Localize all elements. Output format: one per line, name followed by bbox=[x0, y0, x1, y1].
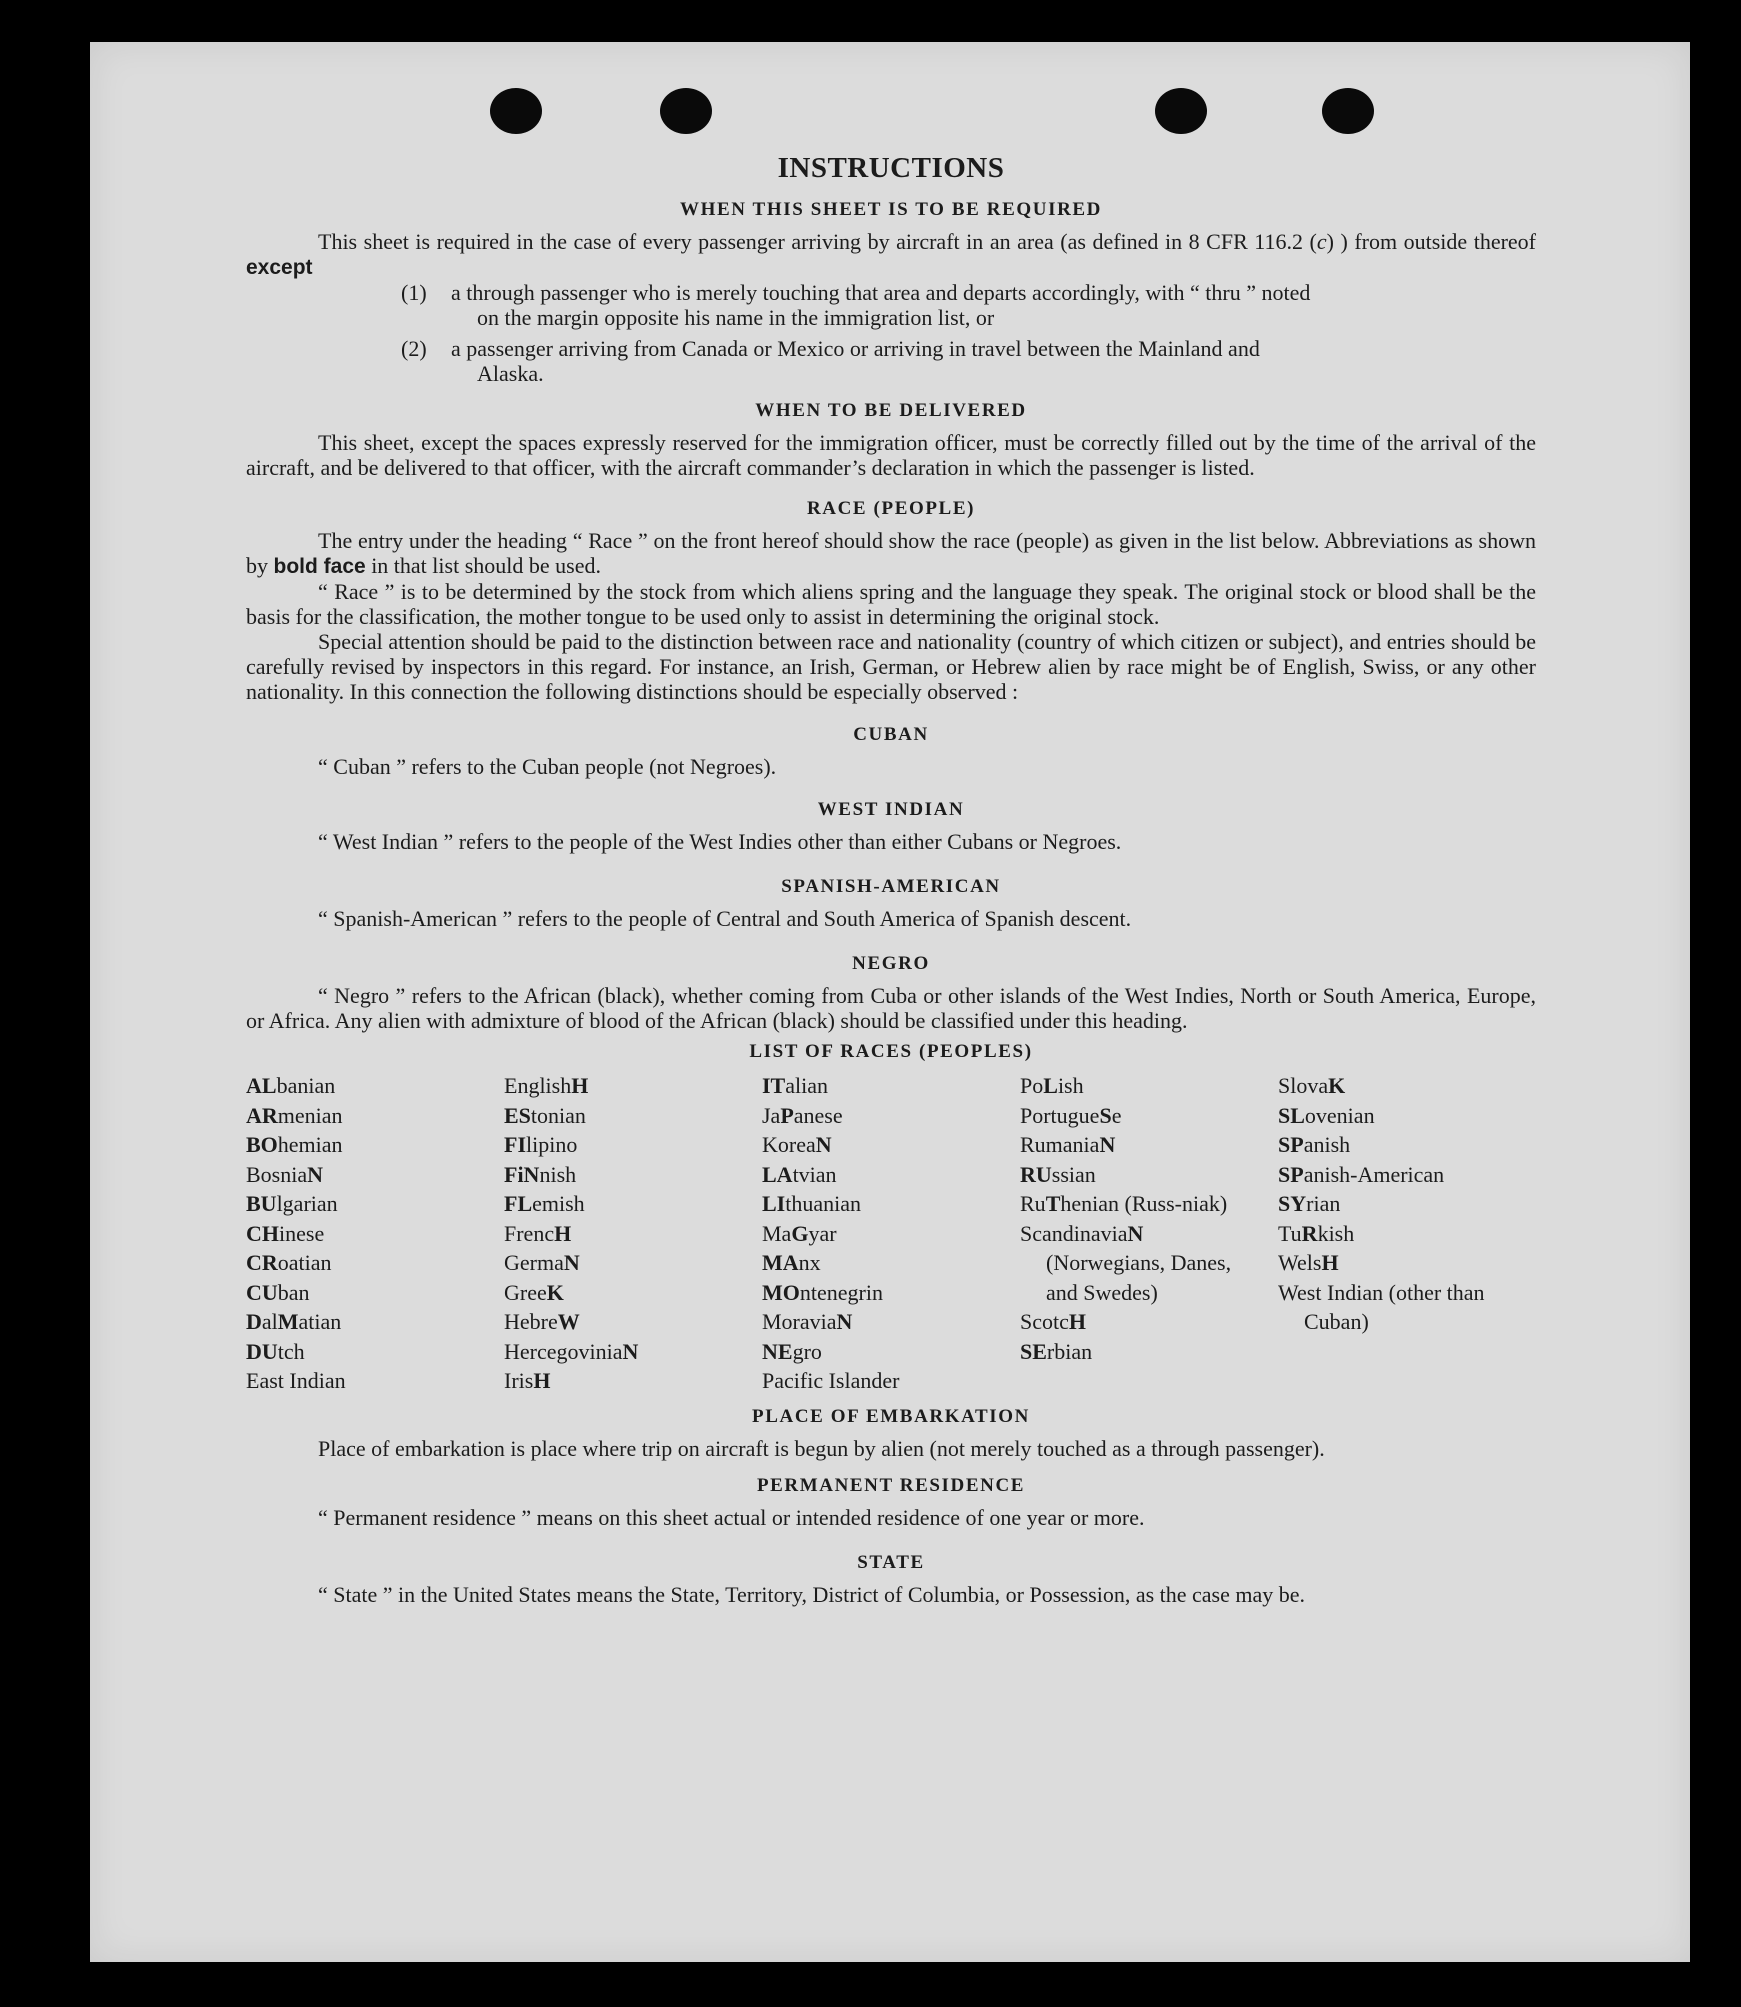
cuban-text: “ Cuban ” refers to the Cuban people (not Negroes). bbox=[318, 754, 777, 779]
page-title: INSTRUCTIONS bbox=[777, 152, 1005, 184]
residence-text: “ Permanent residence ” means on this sheet actual or intended residence of one year or more. bbox=[318, 1504, 1145, 1530]
race-entry: SErbian bbox=[1020, 1338, 1093, 1364]
race-entry: EnglishH bbox=[504, 1073, 589, 1098]
race-entry: DalMatian bbox=[246, 1309, 342, 1334]
race-entry: MaGyar bbox=[762, 1220, 837, 1246]
race-entry: KoreaN bbox=[762, 1132, 832, 1157]
race-entry: LIthuanian bbox=[762, 1191, 862, 1216]
race-entry: JaPanese bbox=[762, 1102, 843, 1128]
section-heading-west-indian: WEST INDIAN bbox=[817, 799, 965, 820]
section-heading-state: STATE bbox=[857, 1551, 925, 1573]
section-heading-residence: PERMANENT RESIDENCE bbox=[756, 1474, 1026, 1496]
race-entry: FiNnish bbox=[504, 1161, 577, 1187]
race-entry: HercegoviniaN bbox=[504, 1338, 639, 1364]
races-column bbox=[504, 1071, 762, 1396]
west-indian-text: “ West Indian ” refers to the people of the West Indies other than either Cubans or Negroes. bbox=[318, 829, 1122, 854]
race-entry: SPanish bbox=[1278, 1132, 1351, 1157]
race-entry: LAtvian bbox=[762, 1161, 837, 1187]
race-entry: PoLish bbox=[1020, 1073, 1084, 1098]
race-entry: West Indian (other than Cuban) bbox=[1278, 1279, 1485, 1334]
race-entry: ARmenian bbox=[246, 1102, 343, 1128]
race-paragraph-1: The entry under the heading “ Race ” on the front hereof should show the race (people) as given in the list below. Abbreviations as shown by bold face in that list should be used. bbox=[246, 528, 1536, 578]
race-entry: CRoatian bbox=[246, 1250, 332, 1275]
race-entry: CUban bbox=[246, 1279, 310, 1305]
race-entry: BUlgarian bbox=[246, 1191, 338, 1216]
section-heading-races-list: LIST OF RACES (PEOPLES) bbox=[749, 1041, 1033, 1062]
punch-hole bbox=[660, 88, 712, 134]
embarkation-text: Place of embarkation is place where trip on aircraft is begun by alien (not merely touched as a through passenger). bbox=[318, 1435, 1325, 1461]
race-entry: ALbanian bbox=[246, 1073, 336, 1098]
negro-text: “ Negro ” refers to the African (black), whether coming from Cuba or other islands of the West Indies, North or South America, Europe, or Africa. Any alien with admixture of blood of the African (black) should be classified under this heading. bbox=[246, 983, 1536, 1033]
race-entry: PortugueSe bbox=[1020, 1102, 1122, 1128]
race-entry: WelsH bbox=[1278, 1250, 1339, 1275]
race-entry: GermaN bbox=[504, 1250, 580, 1275]
race-paragraph-2: “ Race ” is to be determined by the stock from which aliens spring and the language they speak. The original stock or blood shall be the basis for the classification, the mother tongue to be used only to assist in determining the original stock. bbox=[246, 579, 1536, 629]
race-entry: CHinese bbox=[246, 1220, 325, 1246]
races-column bbox=[1020, 1071, 1278, 1396]
section-heading-delivered: WHEN TO BE DELIVERED bbox=[755, 400, 1027, 421]
race-entry: HebreW bbox=[504, 1309, 580, 1334]
section-heading-required: WHEN THIS SHEET IS TO BE REQUIRED bbox=[679, 199, 1103, 220]
punch-hole bbox=[490, 88, 542, 134]
race-entry: RUssian bbox=[1020, 1161, 1096, 1187]
section-heading-cuban: CUBAN bbox=[853, 724, 929, 745]
race-entry: ScotcH bbox=[1020, 1309, 1087, 1334]
race-entry: MOntenegrin bbox=[762, 1279, 883, 1305]
section-heading-embarkation: PLACE OF EMBARKATION bbox=[752, 1405, 1030, 1427]
race-entry: BOhemian bbox=[246, 1132, 343, 1157]
races-column bbox=[762, 1071, 1020, 1396]
race-entry: EStonian bbox=[504, 1102, 586, 1128]
race-entry: GreeK bbox=[504, 1279, 564, 1305]
punch-hole bbox=[1155, 88, 1207, 134]
race-entry: MAnx bbox=[762, 1250, 821, 1275]
race-entry: SlovaK bbox=[1278, 1073, 1346, 1098]
race-entry: IrisH bbox=[504, 1368, 551, 1393]
required-item-2: (2) a passenger arriving from Canada or Mexico or arriving in travel between the Mainland and Alaska. bbox=[401, 336, 1260, 386]
spanish-american-text: “ Spanish-American ” refers to the people of Central and South America of Spanish descent. bbox=[318, 906, 1132, 931]
race-entry: FrencH bbox=[504, 1220, 572, 1246]
races-column bbox=[246, 1071, 504, 1396]
section-heading-negro: NEGRO bbox=[852, 953, 930, 974]
race-entry: MoraviaN bbox=[762, 1309, 853, 1334]
document-page bbox=[90, 42, 1690, 1962]
race-entry: BosniaN bbox=[246, 1161, 324, 1187]
race-entry: SLovenian bbox=[1278, 1102, 1375, 1128]
race-entry: NEgro bbox=[762, 1338, 822, 1364]
race-entry: TuRkish bbox=[1278, 1220, 1355, 1246]
race-entry: ITalian bbox=[762, 1073, 829, 1098]
race-entry: FLemish bbox=[504, 1191, 585, 1216]
punch-hole bbox=[1322, 88, 1374, 134]
state-text: “ State ” in the United States means the State, Territory, District of Columbia, or Possession, as the case may be. bbox=[318, 1581, 1306, 1607]
race-entry: SPanish-American bbox=[1278, 1161, 1445, 1187]
race-entry: East Indian bbox=[246, 1368, 346, 1393]
section-heading-race: RACE (PEOPLE) bbox=[806, 498, 976, 519]
race-entry: DUtch bbox=[246, 1338, 305, 1364]
race-paragraph-3: Special attention should be paid to the distinction between race and nationality (country of which citizen or subject), and entries should be carefully revised by inspectors in this regard. For instance, an Irish, German, or Hebrew alien by race might be of English, Swiss, or any other nationality. In this connection the following distinctions should be especially observed : bbox=[246, 629, 1536, 704]
section-heading-spanish-american: SPANISH-AMERICAN bbox=[781, 876, 1001, 897]
race-entry: ScandinaviaN (Norwegians, Danes, and Swedes) bbox=[1020, 1220, 1232, 1305]
required-item-1: (1) a through passenger who is merely touching that area and departs accordingly, with “ thru ” noted on the margin opposite his name in the immigration list, or bbox=[401, 280, 1311, 330]
instructions-content bbox=[246, 152, 1536, 1607]
race-entry: RumaniaN bbox=[1020, 1132, 1116, 1157]
delivered-text: This sheet, except the spaces expressly reserved for the immigration officer, must be correctly filled out by the time of the arrival of the aircraft, and be delivered to that officer, with the aircraft commander’s declaration in which the passenger is listed. bbox=[246, 430, 1536, 480]
races-list bbox=[246, 1071, 1536, 1396]
races-column bbox=[1278, 1071, 1536, 1396]
required-intro: This sheet is required in the case of every passenger arriving by aircraft in an area (as defined in 8 CFR 116.2 (c) ) from outside thereof except bbox=[246, 229, 1537, 279]
race-entry: RuThenian (Russ-niak) bbox=[1020, 1191, 1228, 1216]
race-entry: SYrian bbox=[1278, 1191, 1341, 1216]
race-entry: FIlipino bbox=[504, 1132, 578, 1157]
race-entry: Pacific Islander bbox=[762, 1368, 900, 1393]
